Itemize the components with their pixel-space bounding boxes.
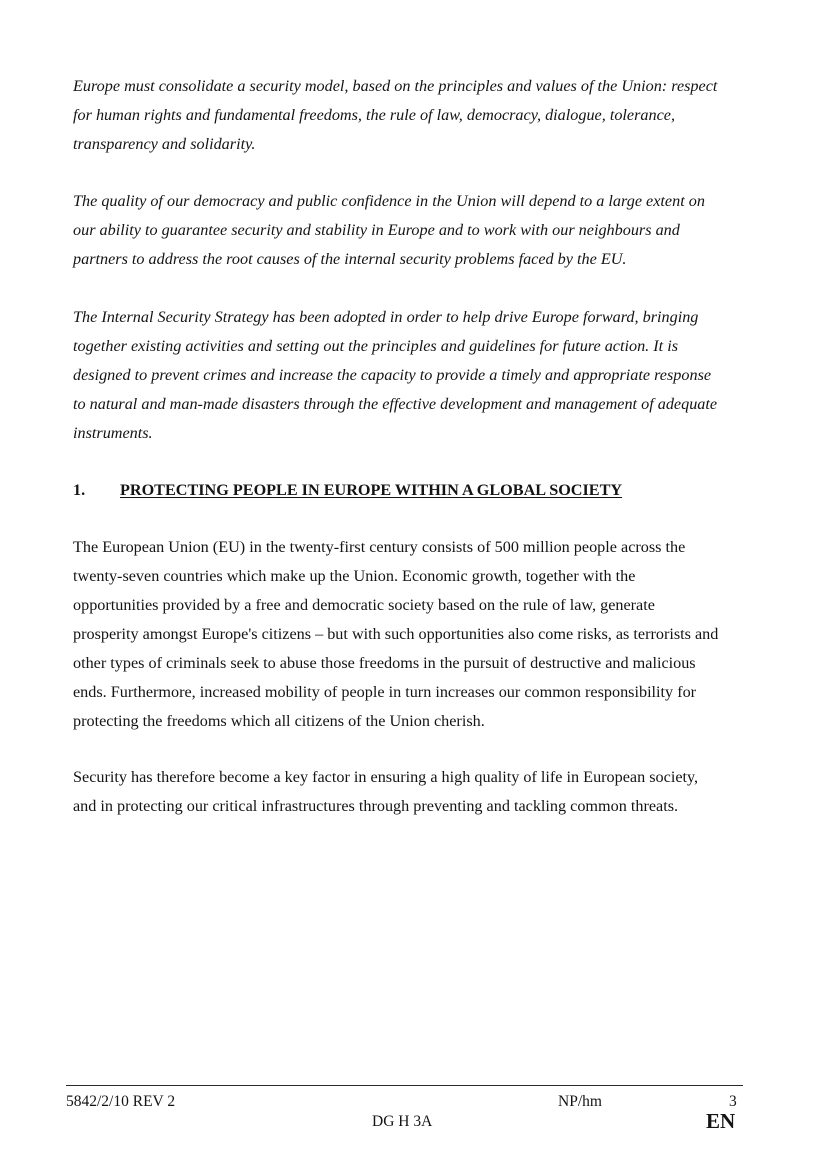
section-heading bbox=[73, 477, 622, 503]
paragraph-line: instruments. bbox=[73, 424, 153, 442]
paragraph-line: partners to address the root causes of the internal security problems faced by the EU. bbox=[73, 250, 627, 268]
document-reference: 5842/2/10 REV 2 bbox=[66, 1093, 176, 1110]
section-title: PROTECTING PEOPLE IN EUROPE WITHIN A GLOBAL SOCIETY bbox=[120, 481, 623, 499]
department-code: DG H 3A bbox=[372, 1113, 433, 1130]
paragraph-line: other types of criminals seek to abuse those freedoms in the pursuit of destructive and malicious bbox=[73, 654, 696, 672]
paragraph-line: The quality of our democracy and public confidence in the Union will depend to a large extent on bbox=[73, 192, 705, 210]
paragraph-line: together existing activities and setting out the principles and guidelines for future action. It is bbox=[73, 337, 678, 355]
language-code: EN bbox=[706, 1109, 736, 1133]
paragraph-line: Europe must consolidate a security model, based on the principles and values of the Union: respect bbox=[73, 77, 718, 95]
page-number: 3 bbox=[729, 1093, 737, 1110]
paragraph-line: and in protecting our critical infrastructures through preventing and tackling common threats. bbox=[73, 797, 679, 815]
paragraph-line: The European Union (EU) in the twenty-first century consists of 500 million people across the bbox=[73, 538, 686, 556]
intro-paragraph-2 bbox=[73, 187, 753, 274]
footer-divider bbox=[66, 1085, 743, 1086]
intro-paragraph-3 bbox=[73, 303, 753, 448]
paragraph-line: The Internal Security Strategy has been adopted in order to help drive Europe forward, bringing bbox=[73, 308, 699, 326]
paragraph-line: ends. Furthermore, increased mobility of people in turn increases our common responsibility for bbox=[73, 683, 697, 701]
author-initials: NP/hm bbox=[558, 1093, 602, 1110]
paragraph-line: Security has therefore become a key factor in ensuring a high quality of life in European society, bbox=[73, 768, 699, 786]
paragraph-line: twenty-seven countries which make up the Union. Economic growth, together with the bbox=[73, 567, 636, 585]
paragraph-line: transparency and solidarity. bbox=[73, 135, 256, 153]
intro-paragraph-1 bbox=[73, 72, 753, 159]
body-paragraph-1 bbox=[73, 533, 753, 736]
paragraph-line: opportunities provided by a free and democratic society based on the rule of law, generate bbox=[73, 596, 655, 614]
paragraph-line: for human rights and fundamental freedoms, the rule of law, democracy, dialogue, tolerance, bbox=[73, 106, 676, 124]
paragraph-line: prosperity amongst Europe's citizens – but with such opportunities also come risks, as terrorists and bbox=[73, 625, 719, 643]
section-number: 1. bbox=[73, 481, 86, 499]
paragraph-line: designed to prevent crimes and increase the capacity to provide a timely and appropriate response bbox=[73, 366, 712, 384]
body-paragraph-2 bbox=[73, 763, 753, 821]
paragraph-line: protecting the freedoms which all citizens of the Union cherish. bbox=[73, 712, 485, 730]
paragraph-line: our ability to guarantee security and stability in Europe and to work with our neighbours and bbox=[73, 221, 680, 239]
paragraph-line: to natural and man-made disasters through the effective development and management of adequate bbox=[73, 395, 718, 413]
